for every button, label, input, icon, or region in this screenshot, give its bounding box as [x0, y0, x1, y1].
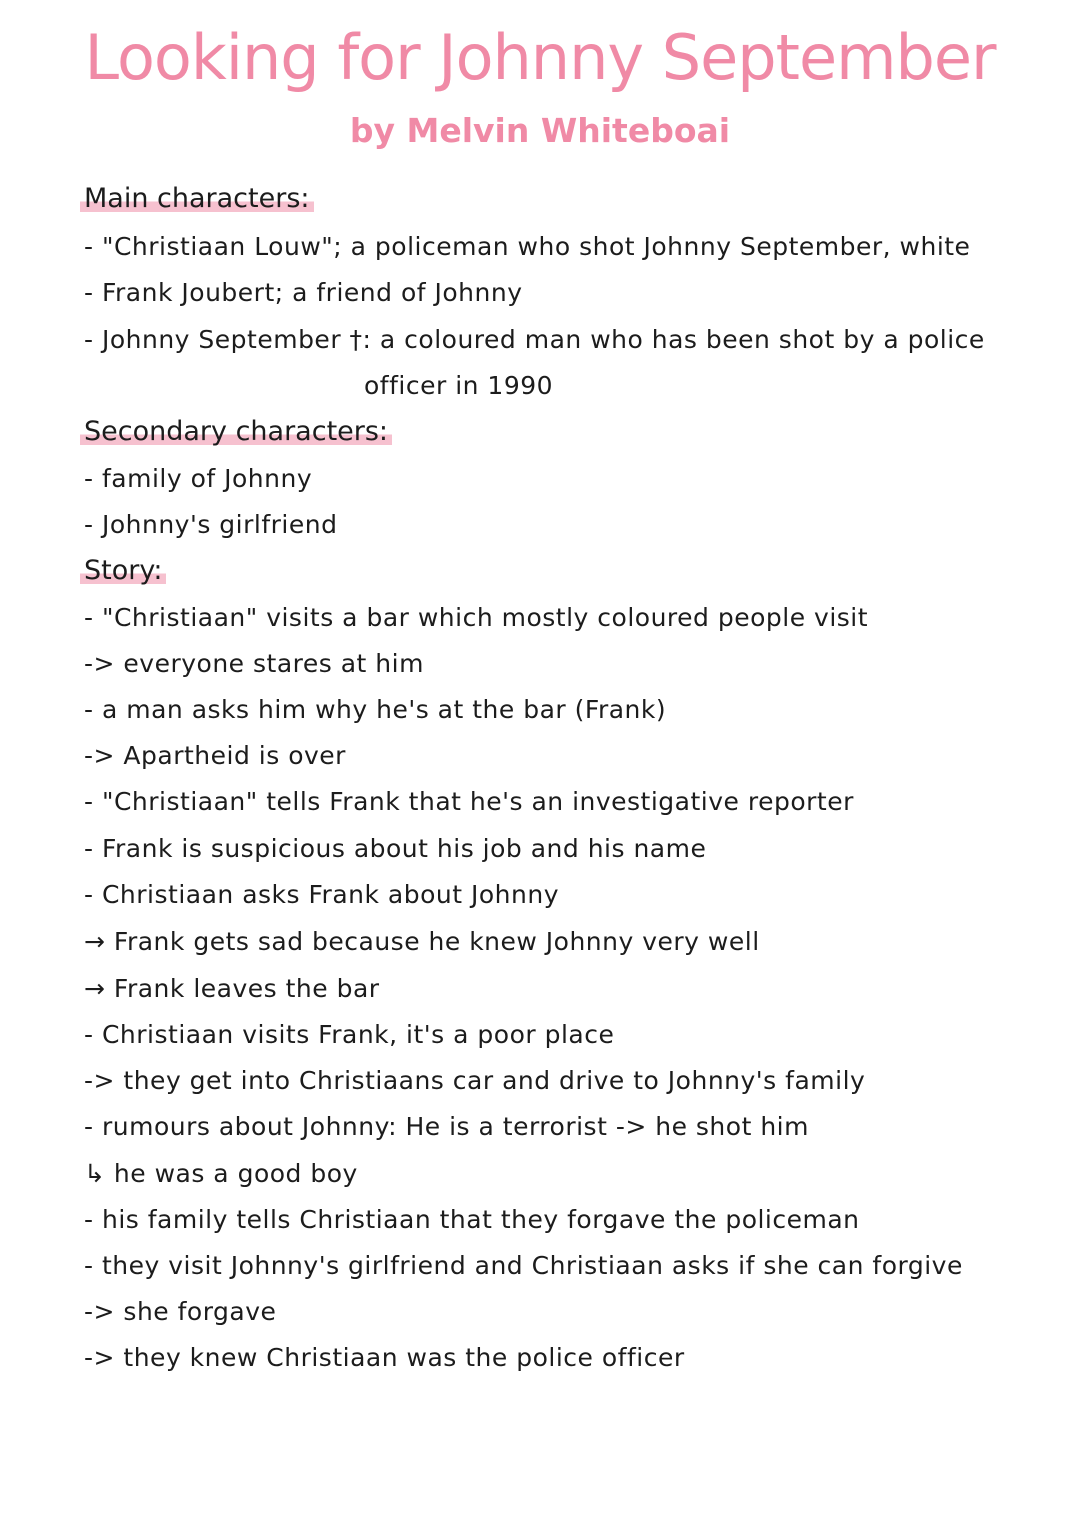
story-item: -> everyone stares at him [84, 649, 424, 678]
main-character-item: - "Christiaan Louw"; a policeman who shot Johnny September, white [84, 232, 971, 261]
secondary-character-item: - Johnny's girlfriend [84, 510, 338, 539]
story-item: ↳ he was a good boy [84, 1159, 358, 1188]
story-item: - Christiaan asks Frank about Johnny [84, 880, 559, 909]
main-characters-heading: Main characters: [80, 182, 314, 216]
page-title: Looking for Johnny September [84, 21, 996, 94]
story-item: → Frank leaves the bar [84, 974, 380, 1003]
secondary-character-item: - family of Johnny [84, 464, 313, 493]
story-item: -> they get into Christiaans car and drive to Johnny's family [84, 1066, 866, 1095]
story-item: -> they knew Christiaan was the police officer [84, 1343, 685, 1372]
story-item: - "Christiaan" tells Frank that he's an investigative reporter [84, 787, 854, 816]
story-item: -> Apartheid is over [84, 741, 346, 770]
story-item: -> she forgave [84, 1297, 277, 1326]
story-item: - "Christiaan" visits a bar which mostly coloured people visit [84, 603, 869, 632]
secondary-characters-heading: Secondary characters: [80, 415, 392, 449]
story-item: - his family tells Christiaan that they forgave the policeman [84, 1205, 860, 1234]
main-character-item: - Frank Joubert; a friend of Johnny [84, 278, 523, 307]
main-character-item-continued: officer in 1990 [364, 371, 554, 400]
story-item: → Frank gets sad because he knew Johnny very well [84, 927, 760, 956]
story-heading: Story: [80, 554, 166, 588]
story-item: - a man asks him why he's at the bar (Frank) [84, 695, 667, 724]
story-item: - Christiaan visits Frank, it's a poor place [84, 1020, 615, 1049]
story-item: - Frank is suspicious about his job and his name [84, 834, 707, 863]
story-item: - they visit Johnny's girlfriend and Christiaan asks if she can forgive [84, 1251, 963, 1280]
story-item: - rumours about Johnny: He is a terrorist -> he shot him [84, 1112, 809, 1141]
author-line: by Melvin Whiteboai [349, 111, 731, 150]
main-character-item: - Johnny September †: a coloured man who has been shot by a police [84, 325, 985, 354]
